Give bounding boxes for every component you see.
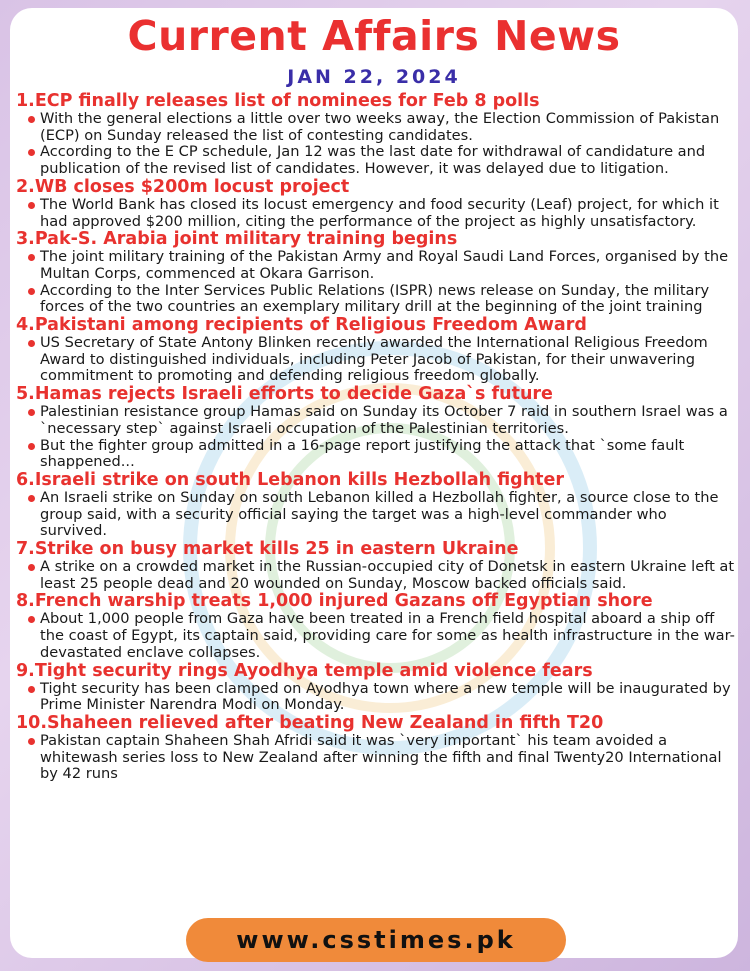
news-item — [16, 316, 738, 385]
news-item — [16, 662, 738, 714]
news-bullet: US Secretary of State Antony Blinken recently awarded the International Religious Freedom Award to distinguished individuals, including Peter Jacob of Pakistan, for their unwavering commitment to promoting and defending religious freedom globally. — [16, 335, 738, 385]
news-headline: 1.ECP finally releases list of nominees for Feb 8 polls — [16, 91, 540, 111]
news-headline: 8.French warship treats 1,000 injured Gazans off Egyptian shore — [16, 591, 653, 612]
news-bullets — [16, 111, 738, 178]
news-bullet: According to the E CP schedule, Jan 12 was the last date for withdrawal of candidature and publication of the revised list of candidates. However, it was delayed due to litigation. — [16, 144, 738, 177]
news-headline: 2.WB closes $200m locust project — [16, 176, 350, 197]
news-bullets — [16, 611, 738, 661]
news-bullet: The joint military training of the Pakistan Army and Royal Saudi Land Forces, organised by the Multan Corps, commenced at Okara Garrison. — [16, 249, 738, 282]
news-item — [16, 178, 738, 230]
news-item — [16, 540, 738, 592]
news-headline: 4.Pakistani among recipients of Religious Freedom Award — [16, 315, 587, 336]
website-link[interactable] — [186, 918, 566, 962]
news-bullet: But the fighter group admitted in a 16-page report justifying the attack that `some fault shappened... — [16, 438, 738, 471]
news-bullet: Tight security has been clamped on Ayodhya town where a new temple will be inaugurated by Prime Minister Narendra Modi on Monday. — [16, 681, 738, 714]
page-title: Current Affairs News — [127, 12, 621, 60]
news-item — [16, 471, 738, 540]
news-bullet: With the general elections a little over two weeks away, the Election Commission of Pakistan (ECP) on Sunday released the list of contesting candidates. — [16, 111, 738, 144]
news-headline: 10.Shaheen relieved after beating New Zealand in fifth T20 — [16, 712, 604, 733]
news-bullets — [16, 404, 738, 471]
news-bullets — [16, 490, 738, 540]
news-bullet: According to the Inter Services Public Relations (ISPR) news release on Sunday, the military forces of the two countries an exemplary military drill at the beginning of the joint training — [16, 283, 738, 316]
news-item — [16, 592, 738, 661]
news-item — [16, 230, 738, 316]
news-bullets — [16, 559, 738, 592]
news-list — [16, 92, 738, 783]
news-bullet: A strike on a crowded market in the Russian-occupied city of Donetsk in eastern Ukraine left at least 25 people dead and 20 wounded on Sunday, Moscow backed officials said. — [16, 559, 738, 592]
news-bullet: An Israeli strike on Sunday on south Lebanon killed a Hezbollah fighter, a source close to the group said, with a security official saying the target was a high-level commander who survived. — [16, 490, 738, 540]
news-item — [16, 92, 738, 178]
news-headline: 6.Israeli strike on south Lebanon kills Hezbollah fighter — [16, 469, 565, 490]
news-bullets — [16, 681, 738, 714]
news-bullets — [16, 197, 738, 230]
website-url: www.csstimes.pk — [236, 926, 516, 954]
news-bullets — [16, 335, 738, 385]
news-headline: 3.Pak-S. Arabia joint military training begins — [16, 229, 458, 250]
news-bullets — [16, 733, 738, 783]
news-headline: 7.Strike on busy market kills 25 in eastern Ukraine — [16, 539, 519, 560]
news-bullet: Pakistan captain Shaheen Shah Afridi said it was `very important` his team avoided a whitewash series loss to New Zealand after winning the fifth and final Twenty20 International by 42 runs — [16, 733, 738, 783]
news-headline: 5.Hamas rejects Israeli efforts to decide Gaza`s future — [16, 384, 553, 405]
news-headline: 9.Tight security rings Ayodhya temple amid violence fears — [16, 660, 593, 681]
news-bullet: About 1,000 people from Gaza have been treated in a French field hospital aboard a ship off the coast of Egypt, its captain said, providing care for some as health infrastructure in the war-devastated enclave collapses. — [16, 611, 738, 661]
news-bullet: The World Bank has closed its locust emergency and food security (Leaf) project, for which it had approved $200 million, citing the performance of the project as highly unsatisfactory. — [16, 197, 738, 230]
news-bullet: Palestinian resistance group Hamas said on Sunday its October 7 raid in southern Israel was a `necessary step` against Israeli occupation of the Palestinian territories. — [16, 404, 738, 437]
news-bullets — [16, 249, 738, 316]
news-item — [16, 385, 738, 471]
news-item — [16, 714, 738, 783]
news-card — [10, 8, 738, 958]
issue-date: JAN 22, 2024 — [287, 66, 461, 88]
